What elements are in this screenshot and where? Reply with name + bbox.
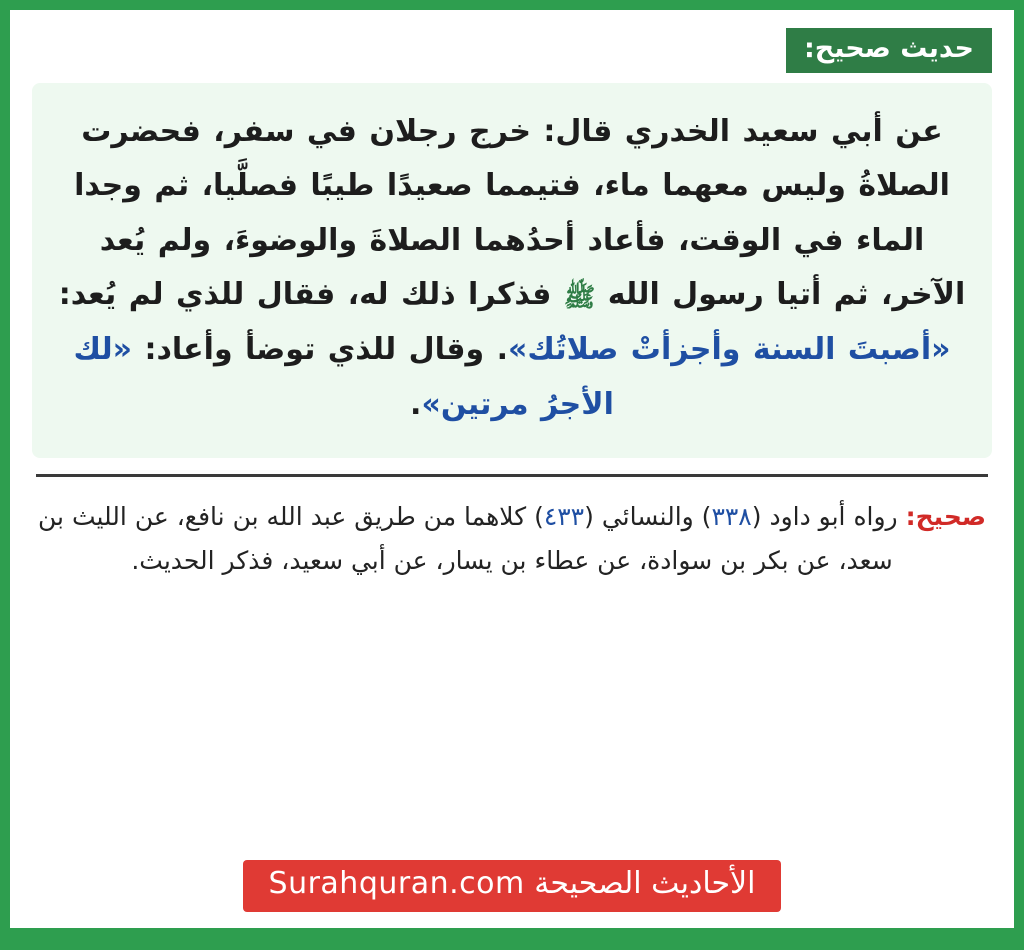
salla-allahu-alayhi-wasallam-icon: ﷺ — [563, 283, 596, 314]
brand-tagline: الأحاديث الصحيحة — [534, 865, 756, 901]
takhrij-text-1: رواه أبو داود ( — [751, 502, 906, 532]
hadith-part-1: عن أبي سعيد الخدري قال: خرج رجلان في سفر، فحضرت الصلاةُ وليس معهما ماء، فتيمما صعيدًا طيبًا فصلَّيا، ثم وجدا الماء في الوقت، فأعاد أحدُهما الصلاةَ والوضوءَ، ولم يُعد الآخر، ثم أتيا رسول الله — [74, 113, 966, 313]
hadith-text-box — [32, 83, 992, 459]
site-brand-badge[interactable] — [243, 860, 782, 913]
grade-badge: حديث صحيح: — [786, 28, 992, 73]
brand-site-name: Surahquran.com — [268, 865, 525, 901]
takhrij-grade-word: صحيح: — [905, 502, 986, 532]
section-divider — [36, 474, 988, 477]
hadith-part-4: . — [410, 386, 422, 422]
grade-badge-row — [32, 28, 992, 73]
takhrij-text-3: ) كلاهما من طريق عبد الله بن نافع، عن الليث بن سعد، عن بكر بن سوادة، عن عطاء بن يسار، عن أبي سعيد، فذكر الحديث. — [38, 502, 893, 575]
hadith-part-3: . وقال للذي توضأ وأعاد: — [132, 332, 509, 368]
hadith-body — [58, 105, 966, 433]
takhrij-text-2: ) والنسائي ( — [584, 502, 712, 532]
takhrij-reference-1: ٣٣٨ — [711, 502, 752, 532]
takhrij-reference-2: ٤٣٣ — [543, 502, 585, 532]
takhrij-paragraph — [32, 495, 992, 583]
hadith-quote-2: «لك الأجرُ مرتين» — [73, 332, 614, 422]
hadith-part-2: فذكرا ذلك له، فقال للذي لم يُعد: — [58, 277, 552, 313]
footer-row — [32, 860, 992, 919]
hadith-quote-1: «أصبتَ السنة وأجزأتْ صلاتُك» — [508, 332, 951, 368]
